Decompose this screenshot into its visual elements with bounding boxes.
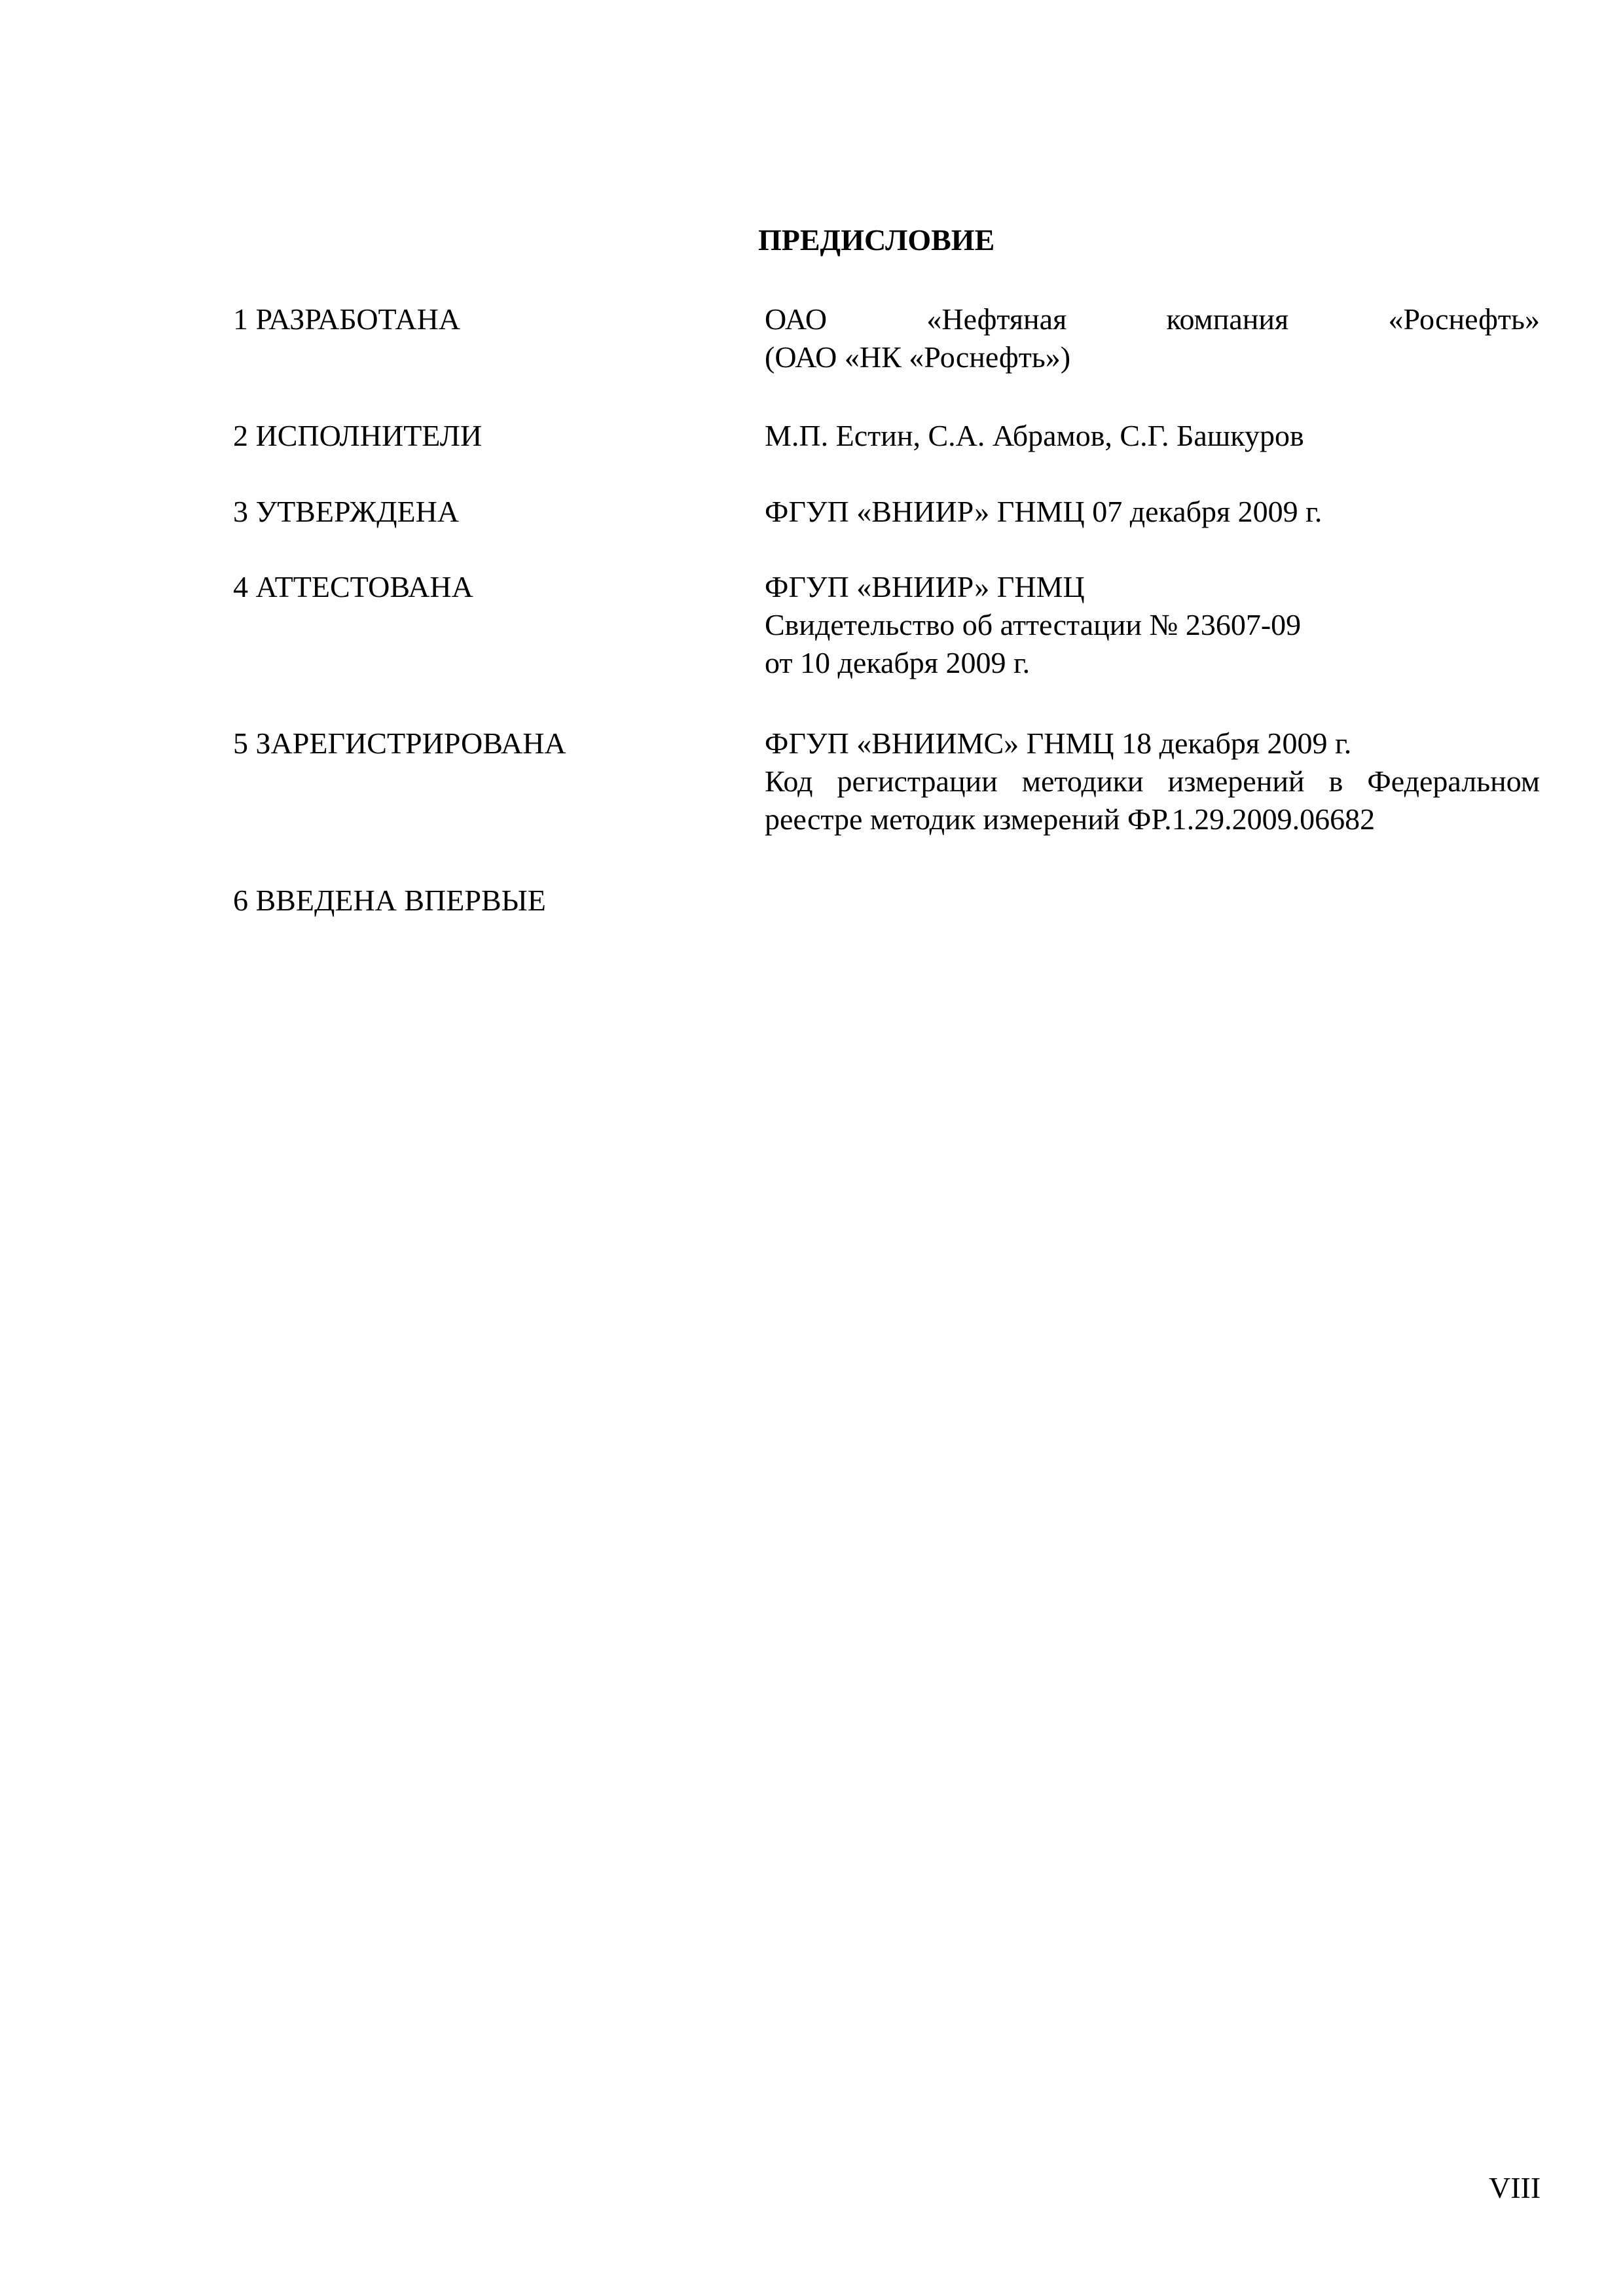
item-value [765, 493, 1540, 531]
item-value [765, 568, 1540, 682]
value-line: ФГУП «ВНИИМС» ГНМЦ 18 декабря 2009 г. [765, 726, 1352, 760]
item-label: 2 ИСПОЛНИТЕЛИ [233, 419, 483, 452]
value-line: ОАО «Нефтяная компания «Роснефть» [765, 302, 1540, 336]
value-line: от 10 декабря 2009 г. [765, 646, 1030, 679]
value-line: ФГУП «ВНИИР» ГНМЦ [765, 570, 1085, 603]
value-line: реестре методик измерений ФР.1.29.2009.06682 [765, 802, 1376, 836]
item-label: 3 УТВЕРЖДЕНА [233, 495, 460, 528]
item-label: 1 РАЗРАБОТАНА [233, 302, 461, 336]
value-line: ФГУП «ВНИИР» ГНМЦ 07 декабря 2009 г. [765, 495, 1322, 528]
value-line: М.П. Естин, С.А. Абрамов, С.Г. Башкуров [765, 419, 1304, 452]
item-value [765, 300, 1540, 376]
item-label: 5 ЗАРЕГИСТРИРОВАНА [233, 726, 566, 760]
page-number: VIII [1489, 2171, 1541, 2204]
page-title: ПРЕДИСЛОВИЕ [758, 223, 995, 257]
value-line: (ОАО «НК «Роснефть») [765, 340, 1071, 374]
item-label: 6 ВВЕДЕНА ВПЕРВЫЕ [233, 884, 546, 917]
item-value [765, 725, 1540, 838]
item-label: 4 АТТЕСТОВАНА [233, 570, 473, 603]
value-line: Свидетельство об аттестации № 23607-09 [765, 608, 1302, 641]
item-value [765, 417, 1540, 455]
value-line: Код регистрации методики измерений в Федеральном [765, 764, 1540, 798]
